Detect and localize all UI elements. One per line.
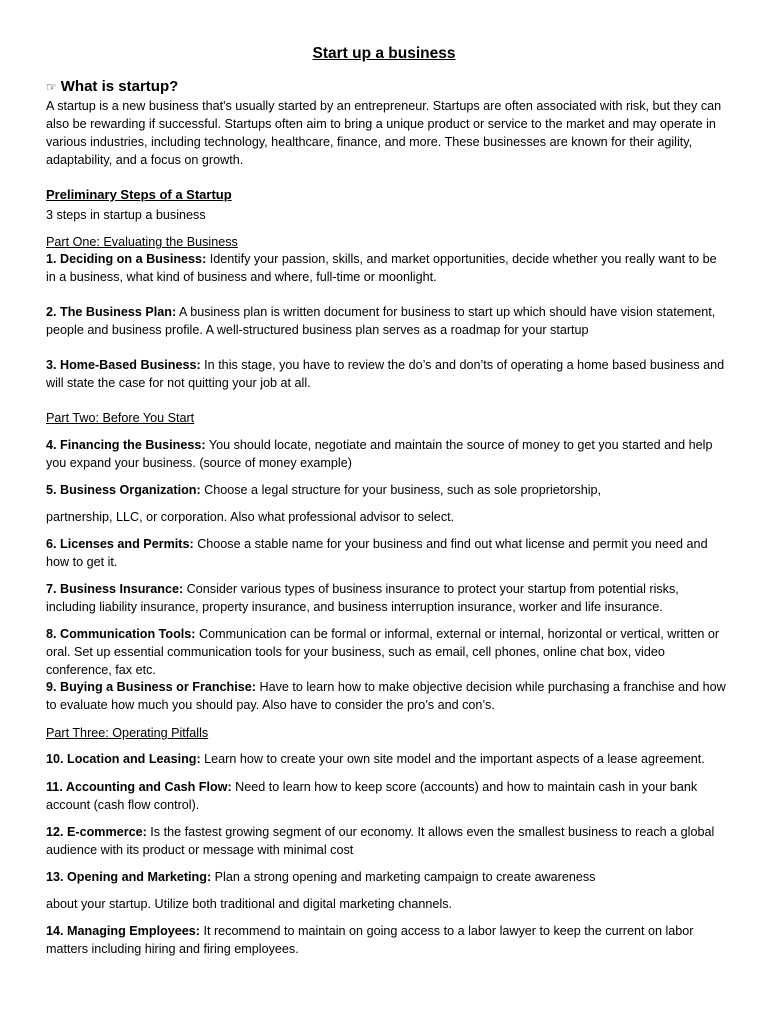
part-two-heading: Part Two: Before You Start (46, 411, 195, 425)
preliminary-steps-heading: Preliminary Steps of a Startup (46, 187, 232, 202)
step-label: 2. The Business Plan: (46, 305, 177, 319)
step-text: Communication can be formal or informal, external or internal, horizontal or vertical, written or oral. Set up essential communication tools for your business, such as email, cell phones, online chat box, video conference, fax etc. (46, 627, 720, 677)
step-text: Learn how to create your own site model and the important aspects of a lease agreement. (200, 752, 705, 766)
intro-paragraph: A startup is a new business that's usually started by an entrepreneur. Startups are often associated with risk, but they can also be rewarding if successful. Startups often aim to bring a unique product or service to the market and may operate in various industries, including technology, healthcare, finance, and more. These businesses are known for their agility, adaptability, and a focus on growth. (46, 99, 722, 167)
step-label: 5. Business Organization: (46, 483, 201, 497)
step-label: 7. Business Insurance: (46, 582, 184, 596)
step-label: 10. Location and Leasing: (46, 752, 201, 766)
step-item (46, 678, 726, 714)
step-text: A business plan is written document for business to start up which should have vision statement, people and business profile. A well-structured business plan serves as a roadmap for your startup (46, 305, 716, 337)
step-text: Plan a strong opening and marketing campaign to create awareness (211, 870, 596, 884)
step-label: 3. Home-Based Business: (46, 358, 201, 372)
step-item (46, 303, 726, 339)
step-text: Need to learn how to keep score (accounts) and how to maintain cash in your bank account (cash flow control). (46, 780, 698, 812)
step-item (46, 436, 726, 472)
step-text: In this stage, you have to review the do’s and don’ts of operating a home based business and will state the case for not quitting your job at all. (46, 358, 725, 390)
step-label: 8. Communication Tools: (46, 627, 196, 641)
step-label: 9. Buying a Business or Franchise: (46, 680, 256, 694)
step-item (46, 481, 726, 499)
step-item (46, 750, 726, 768)
section-heading-what-is-startup (46, 78, 178, 95)
part-three-heading: Part Three: Operating Pitfalls (46, 726, 209, 740)
step-continuation: about your startup. Utilize both traditional and digital marketing channels. (46, 897, 453, 911)
step-text: Choose a legal structure for your business, such as sole proprietorship, (200, 483, 602, 497)
step-label: 13. Opening and Marketing: (46, 870, 212, 884)
step-label: 6. Licenses and Permits: (46, 537, 194, 551)
step-label: 11. Accounting and Cash Flow: (46, 780, 232, 794)
step-item (46, 535, 726, 571)
step-item (46, 868, 726, 886)
step-item (46, 625, 726, 679)
step-item (46, 778, 726, 814)
step-text: You should locate, negotiate and maintain the source of money to get you started and help you expand your business. (source of money example) (46, 438, 713, 470)
step-item (46, 922, 726, 958)
step-text: Is the fastest growing segment of our economy. It allows even the smallest business to reach a global audience with its product or message with minimal cost (46, 825, 715, 857)
step-label: 1. Deciding on a Business: (46, 252, 207, 266)
part-one-heading: Part One: Evaluating the Business (46, 235, 238, 249)
page-title: Start up a business (312, 45, 456, 62)
step-text: Consider various types of business insurance to protect your startup from potential risks, including liability insurance, property insurance, and business interruption insurance, worker and life insurance. (46, 582, 679, 614)
step-label: 14. Managing Employees: (46, 924, 200, 938)
step-item (46, 580, 726, 616)
step-label: 4. Financing the Business: (46, 438, 206, 452)
hand-pointing-icon: ☞ (46, 80, 57, 94)
step-item (46, 823, 726, 859)
step-text: Have to learn how to make objective decision while purchasing a franchise and how to evaluate how much you should pay. Also have to consider the pro’s and con’s. (46, 680, 726, 712)
section-heading-text: What is startup? (60, 78, 179, 95)
step-continuation: partnership, LLC, or corporation. Also what professional advisor to select. (46, 510, 455, 524)
step-text: Identify your passion, skills, and market opportunities, decide whether you really want to be in a business, what kind of business and where, full-time or moonlight. (46, 252, 717, 284)
step-item (46, 356, 726, 392)
step-item (46, 250, 726, 286)
step-text: It recommend to maintain on going access to a labor lawyer to keep the current on labor matters including hiring and firing employees. (46, 924, 694, 956)
step-text: Choose a stable name for your business and find out what license and permit you need and how to get it. (46, 537, 708, 569)
steps-note: 3 steps in startup a business (46, 208, 206, 222)
step-label: 12. E-commerce: (46, 825, 147, 839)
